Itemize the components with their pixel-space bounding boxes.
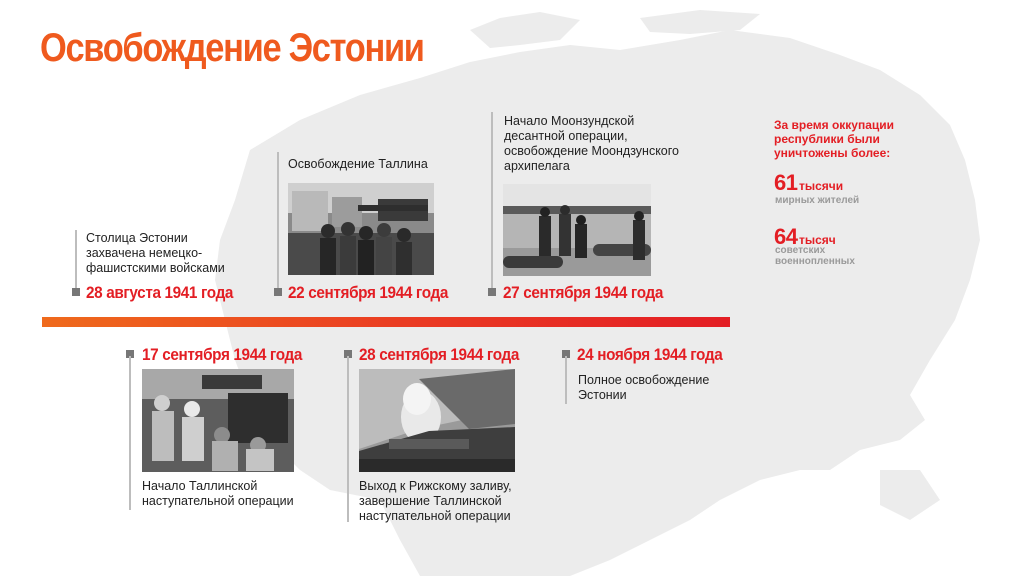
event-description: Освобождение Таллина [288, 157, 428, 171]
stat-unit: тысячи [799, 179, 844, 193]
event-photo-tallinn [288, 183, 434, 275]
event-connector [75, 230, 77, 292]
event-photo-riga-gulf [359, 369, 515, 472]
stat-number: 64 [774, 224, 798, 249]
stat-number: 61 [774, 170, 798, 195]
event-description: Столица Эстонии захвачена немецко- фашистскими войсками [86, 231, 225, 275]
event-date: 24 ноября 1944 года [577, 345, 723, 364]
event-connector [491, 112, 493, 292]
stat-unit: тысяч [799, 233, 836, 247]
event-description: Полное освобождение Эстонии [578, 373, 710, 402]
event-connector [565, 356, 567, 404]
event-photo-tallinn-offensive [142, 369, 294, 472]
event-date: 17 сентября 1944 года [142, 345, 302, 364]
event-connector [129, 356, 131, 510]
timeline-bar [42, 317, 730, 327]
event-marker [488, 288, 496, 296]
stat-label: мирных жителей [775, 195, 860, 206]
event-description: Начало Таллинской наступательной операции [142, 479, 294, 508]
stat-label: советских военнопленных [775, 245, 855, 267]
event-connector [347, 356, 349, 522]
stats-heading: За время оккупации республики были уничтожены более: [774, 118, 895, 160]
event-date: 28 августа 1941 года [86, 283, 234, 302]
event-description: Выход к Рижскому заливу, завершение Таллинской наступательной операции [359, 479, 512, 523]
page-title: Освобождение Эстонии [40, 26, 424, 70]
event-date: 22 сентября 1944 года [288, 283, 448, 302]
event-date: 27 сентября 1944 года [503, 283, 663, 302]
event-description: Начало Моонзундской десантной операции, освобождение Моондзунского архипелага [504, 114, 679, 173]
event-marker [72, 288, 80, 296]
event-connector [277, 152, 279, 292]
event-date: 28 сентября 1944 года [359, 345, 519, 364]
event-photo-moonsund [503, 184, 651, 276]
event-marker [274, 288, 282, 296]
